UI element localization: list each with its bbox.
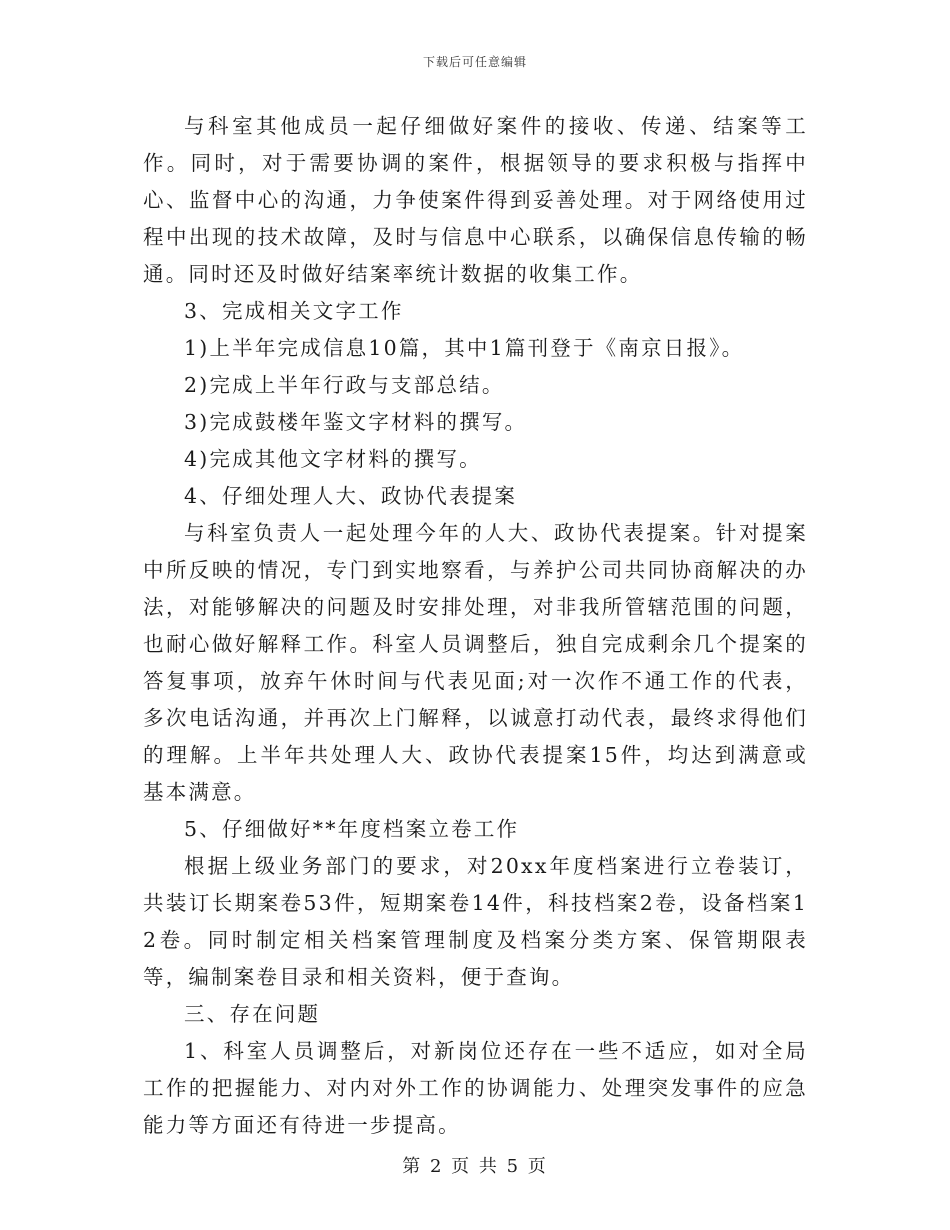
section-heading-problems: 三、存在问题 <box>184 1002 321 1026</box>
paragraph-problems: 1、科室人员调整后，对新岗位还存在一些不适应，如对全局工作的把握能力、对内对外工作的协调能力、处理突发事件的应急能力等方面还有待进一步提高。 <box>143 1039 808 1137</box>
section-heading-archives: 5、仔细做好**年度档案立卷工作 <box>184 817 520 841</box>
paragraph-proposals: 与科室负责人一起处理今年的人大、政协代表提案。针对提案中所反映的情况，专门到实地察看，与养护公司共同协商解决的办法，对能够解决的问题及时安排处理，对非我所管辖范围的问题，也耐心做好解释工作。科室人员调整后，独自完成剩余几个提案的答复事项，放弃午休时间与代表见面;对一次作不通工作的代表，多次电话沟通，并再次上门解释，以诚意打动代表，最终求得他们的理解。上半年共处理人大、政协代表提案15件，均达到满意或基本满意。 <box>143 521 808 804</box>
section-heading-proposals: 4、仔细处理人大、政协代表提案 <box>184 484 518 508</box>
list-item-summary: 2)完成上半年行政与支部总结。 <box>184 373 505 397</box>
paragraph-archives: 根据上级业务部门的要求，对20xx年度档案进行立卷装订，共装订长期案卷53件，短期案卷14件，科技档案2卷，设备档案12卷。同时制定相关档案管理制度及档案分类方案、保管期限表等，编制案卷目录和相关资料，便于查询。 <box>143 854 808 989</box>
paragraph-case-handling: 与科室其他成员一起仔细做好案件的接收、传递、结案等工作。同时，对于需要协调的案件，根据领导的要求积极与指挥中心、监督中心的沟通，力争使案件得到妥善处理。对于网络使用过程中出现的技术故障，及时与信息中心联系，以确保信息传输的畅通。同时还及时做好结案率统计数据的收集工作。 <box>143 114 808 286</box>
list-item-info: 1)上半年完成信息10篇，其中1篇刊登于《南京日报》。 <box>184 336 745 360</box>
list-item-other-writing: 4)完成其他文字材料的撰写。 <box>184 447 482 471</box>
page-header: 下载后可任意编辑 <box>422 55 527 69</box>
document-body <box>143 108 808 1144</box>
list-item-yearbook: 3)完成鼓楼年鉴文字材料的撰写。 <box>184 410 528 434</box>
page-number: 第 2 页 共 5 页 <box>402 1156 548 1177</box>
section-heading-writing: 3、完成相关文字工作 <box>184 299 404 323</box>
